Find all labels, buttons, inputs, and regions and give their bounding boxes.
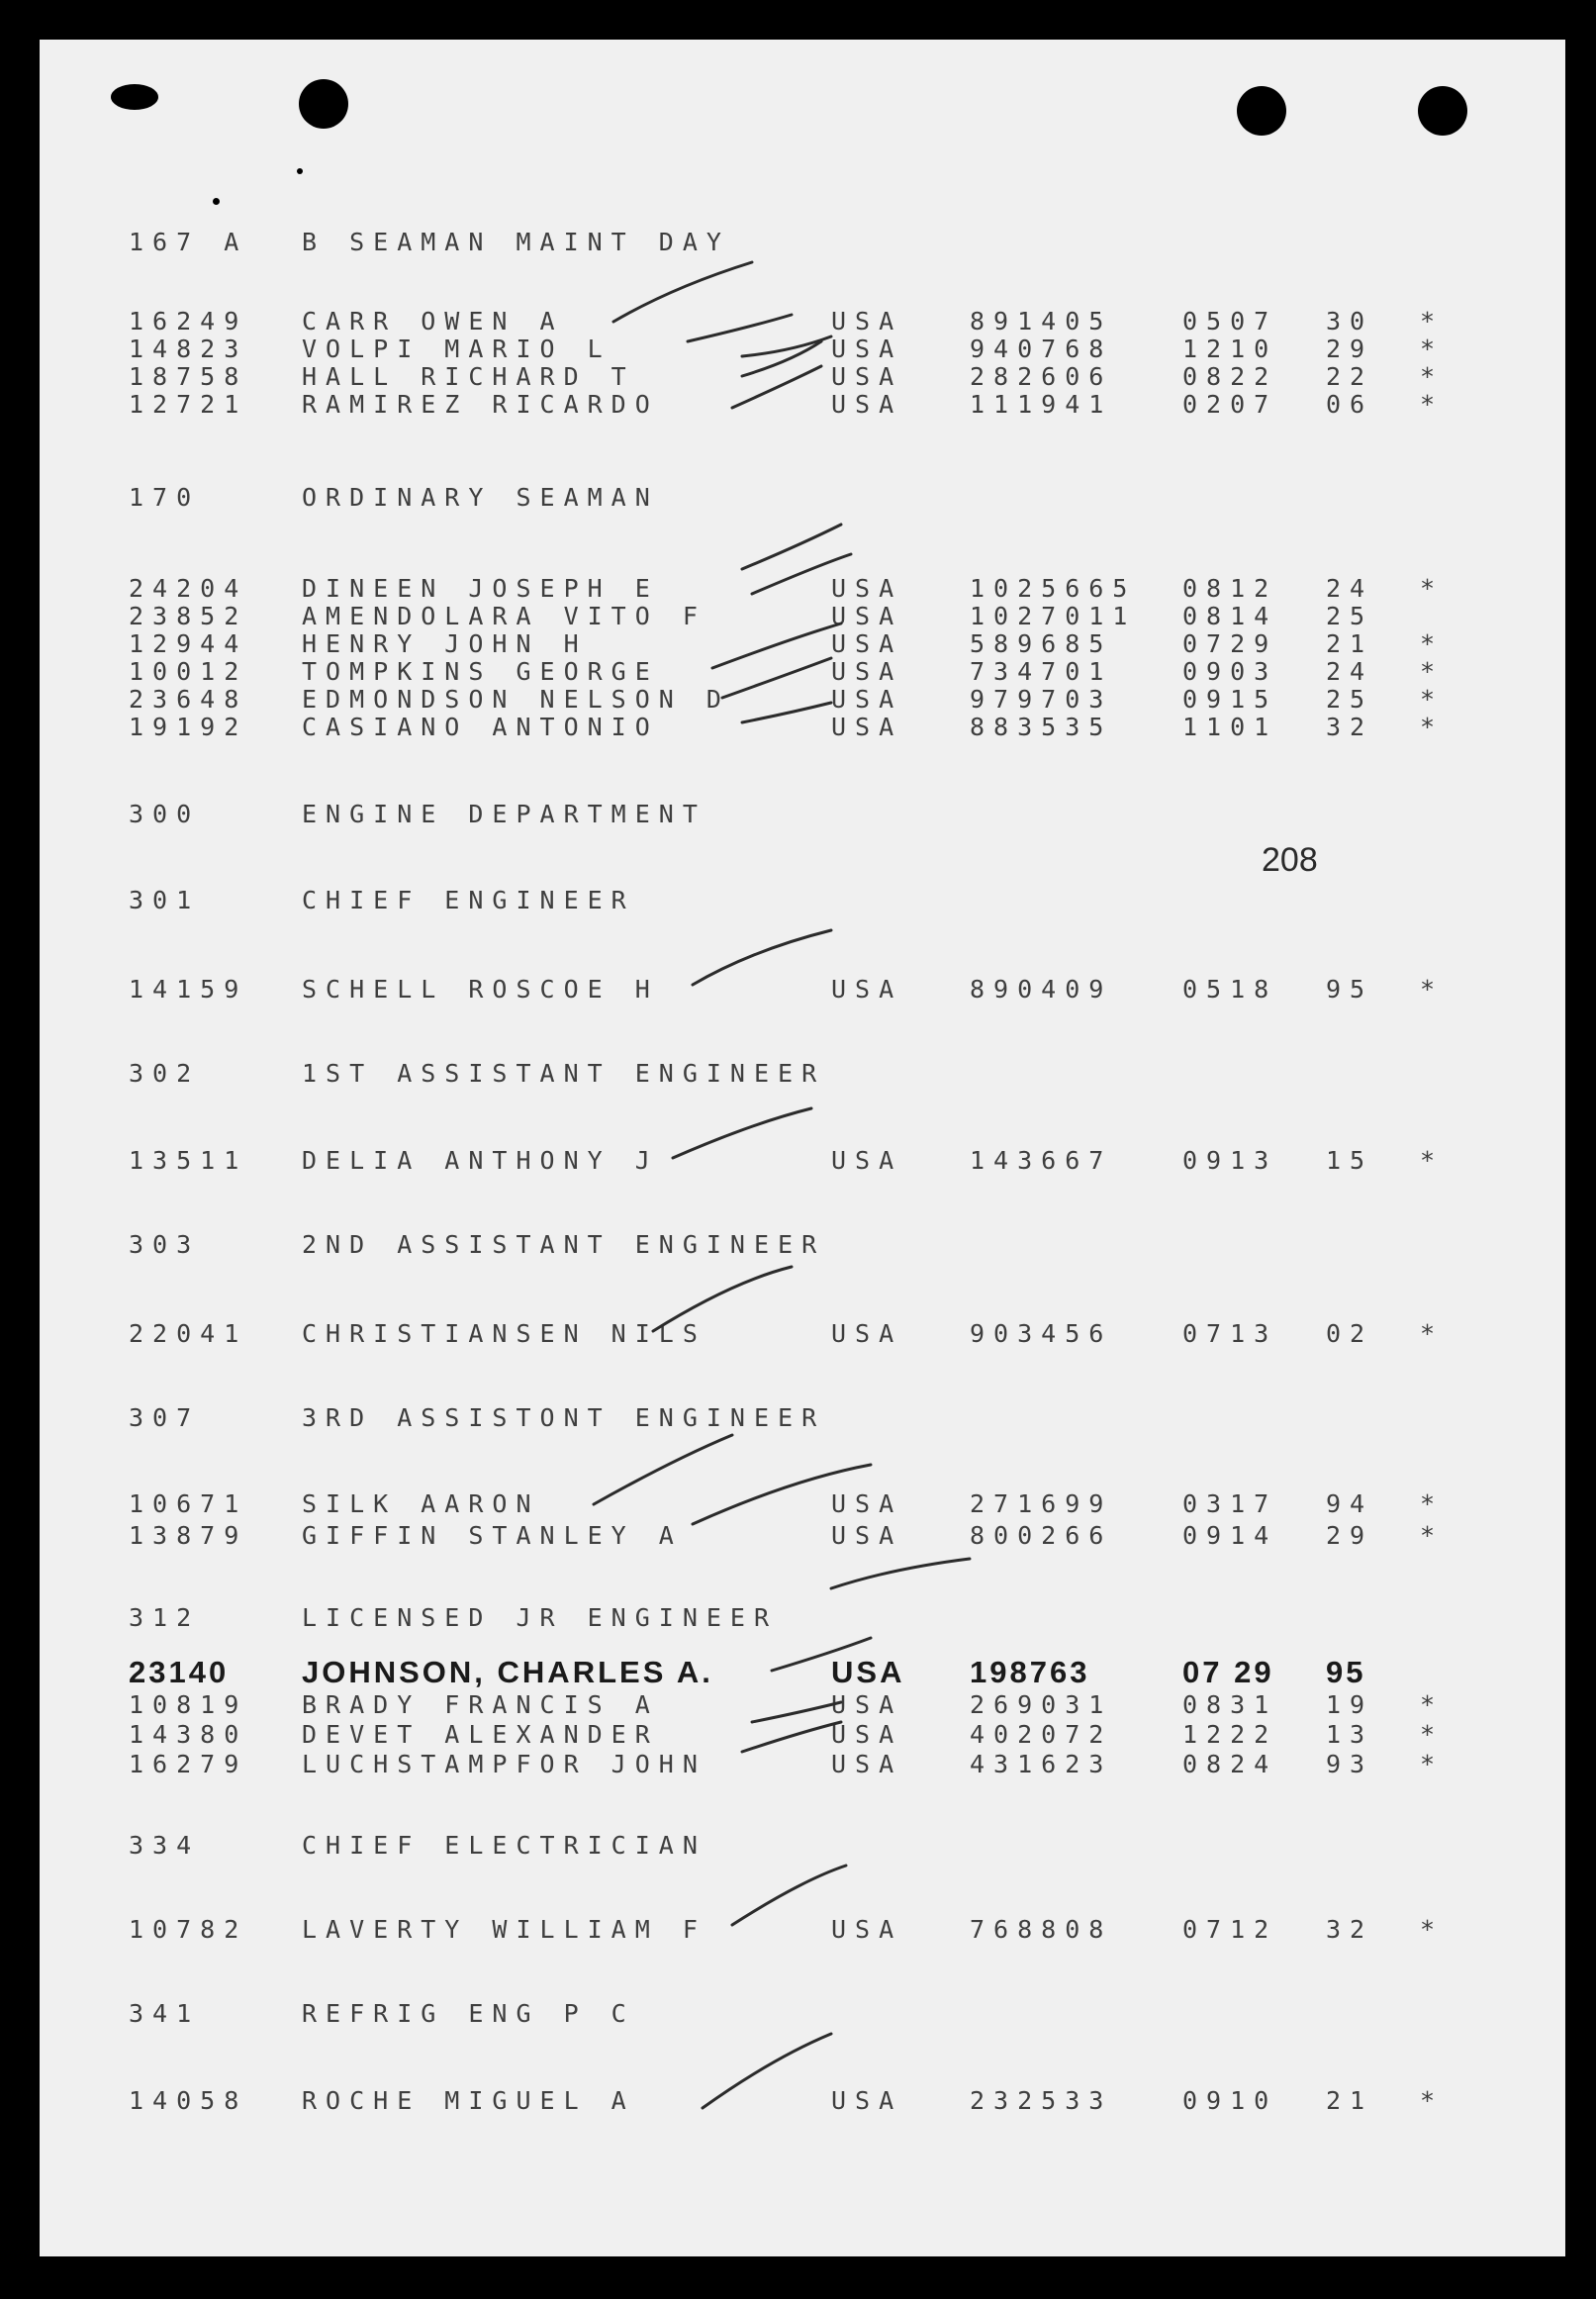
entry-id: 14823 [129,335,248,363]
entry-cit: USA [831,1655,905,1689]
entry-cit: USA [831,657,903,686]
entry-num: 1025665 [970,574,1137,603]
section-title: ENGINE DEPARTMENT [302,800,706,828]
entry-star: * [1420,1690,1445,1719]
entry-date: 0822 [1182,362,1278,391]
entry-star: * [1420,1319,1445,1348]
entry-yr: 29 [1326,335,1374,363]
check-mark [594,1435,732,1504]
entry-num: 143667 [970,1146,1113,1175]
entry-id: 23648 [129,685,248,714]
entry-id: 19192 [129,713,248,741]
entry-name: LAVERTY WILLIAM F [302,1915,706,1944]
entry-id: 10782 [129,1915,248,1944]
section-code: 170 [129,483,201,512]
entry-name: CHRISTIANSEN NILS [302,1319,706,1348]
entry-star: * [1420,1521,1445,1550]
entry-name: LUCHSTAMPFOR JOHN [302,1750,706,1778]
check-mark [693,930,831,985]
entry-id: 10012 [129,657,248,686]
entry-cit: USA [831,1521,903,1550]
entry-name: VOLPI MARIO L [302,335,611,363]
entry-name: EDMONDSON NELSON D [302,685,730,714]
entry-yr: 02 [1326,1319,1374,1348]
entry-date: 0910 [1182,2086,1278,2115]
entry-star: * [1420,1750,1445,1778]
entry-date: 0831 [1182,1690,1278,1719]
entry-cit: USA [831,1750,903,1778]
check-mark [772,1638,871,1671]
entry-name: AMENDOLARA VITO F [302,602,706,630]
entry-name: BRADY FRANCIS A [302,1690,659,1719]
entry-num: 890409 [970,975,1113,1004]
check-mark [703,2034,831,2108]
entry-num: 431623 [970,1750,1113,1778]
entry-num: 891405 [970,307,1113,335]
entry-id: 16279 [129,1750,248,1778]
entry-id: 10671 [129,1489,248,1518]
entry-num: 734701 [970,657,1113,686]
entry-cit: USA [831,1146,903,1175]
entry-date: 0824 [1182,1750,1278,1778]
entry-date: 0712 [1182,1915,1278,1944]
entry-star: * [1420,685,1445,714]
entry-id: 14058 [129,2086,248,2115]
entry-date: 0913 [1182,1146,1278,1175]
page-number: 208 [1262,841,1318,879]
entry-date: 0518 [1182,975,1278,1004]
entry-id: 23140 [129,1655,230,1689]
section-title: ORDINARY SEAMAN [302,483,659,512]
check-mark [722,658,831,698]
entry-name: DELIA ANTHONY J [302,1146,659,1175]
entry-name: GIFFIN STANLEY A [302,1521,683,1550]
check-mark [693,1465,871,1524]
entry-num: 232533 [970,2086,1113,2115]
entry-num: 800266 [970,1521,1113,1550]
entry-cit: USA [831,1319,903,1348]
entry-cit: USA [831,629,903,658]
check-mark [742,1722,841,1752]
entry-name: DINEEN JOSEPH E [302,574,659,603]
entry-cit: USA [831,1915,903,1944]
entry-yr: 24 [1326,574,1374,603]
entry-id: 18758 [129,362,248,391]
entry-yr: 25 [1326,602,1374,630]
entry-cit: USA [831,713,903,741]
entry-name: SILK AARON [302,1489,540,1518]
entry-date: 0507 [1182,307,1278,335]
check-mark [732,1866,846,1925]
entry-star: * [1420,335,1445,363]
entry-yr: 95 [1326,975,1374,1004]
section-code: 167 A [129,228,248,256]
entry-num: 940768 [970,335,1113,363]
entry-num: 111941 [970,390,1113,419]
entry-star: * [1420,657,1445,686]
entry-star: * [1420,2086,1445,2115]
entry-yr: 13 [1326,1720,1374,1749]
entry-num: 589685 [970,629,1113,658]
check-mark [752,1702,841,1722]
section-title: CHIEF ENGINEER [302,886,635,914]
entry-id: 13879 [129,1521,248,1550]
entry-id: 22041 [129,1319,248,1348]
entry-num: 883535 [970,713,1113,741]
check-mark [732,366,821,408]
entry-star: * [1420,390,1445,419]
check-mark [742,336,831,356]
entry-id: 16249 [129,307,248,335]
section-code: 307 [129,1403,201,1432]
entry-num: 979703 [970,685,1113,714]
entry-id: 14159 [129,975,248,1004]
entry-yr: 19 [1326,1690,1374,1719]
entry-yr: 22 [1326,362,1374,391]
entry-id: 14380 [129,1720,248,1749]
section-title: REFRIG ENG P C [302,1999,635,2028]
entry-num: 269031 [970,1690,1113,1719]
section-title: CHIEF ELECTRICIAN [302,1831,706,1860]
entry-num: 903456 [970,1319,1113,1348]
entry-yr: 24 [1326,657,1374,686]
entry-date: 1210 [1182,335,1278,363]
check-mark [688,315,792,341]
entry-num: 282606 [970,362,1113,391]
entry-yr: 15 [1326,1146,1374,1175]
entry-cit: USA [831,362,903,391]
entry-star: * [1420,574,1445,603]
entry-date: 0903 [1182,657,1278,686]
entry-star: * [1420,1915,1445,1944]
entry-date: 0812 [1182,574,1278,603]
entry-star: * [1420,362,1445,391]
entry-yr: 32 [1326,713,1374,741]
entry-yr: 93 [1326,1750,1374,1778]
section-title: 2ND ASSISTANT ENGINEER [302,1230,826,1259]
entry-star: * [1420,713,1445,741]
section-code: 312 [129,1603,201,1632]
entry-cit: USA [831,975,903,1004]
entry-num: 1027011 [970,602,1137,630]
check-mark [653,1267,792,1331]
entry-date: 0713 [1182,1319,1278,1348]
section-code: 300 [129,800,201,828]
check-mark [742,703,831,722]
section-title: 1ST ASSISTANT ENGINEER [302,1059,826,1088]
entry-yr: 30 [1326,307,1374,335]
entry-cit: USA [831,685,903,714]
section-code: 302 [129,1059,201,1088]
entry-yr: 94 [1326,1489,1374,1518]
entry-date: 0914 [1182,1521,1278,1550]
entry-id: 12944 [129,629,248,658]
entry-name: CASIANO ANTONIO [302,713,659,741]
entry-yr: 06 [1326,390,1374,419]
entry-num: 271699 [970,1489,1113,1518]
entry-date: 1222 [1182,1720,1278,1749]
entry-name: TOMPKINS GEORGE [302,657,659,686]
pencil-check-marks [40,40,1565,2256]
entry-id: 13511 [129,1146,248,1175]
entry-num: 768808 [970,1915,1113,1944]
section-title: LICENSED JR ENGINEER [302,1603,779,1632]
entry-star: * [1420,307,1445,335]
entry-date: 0814 [1182,602,1278,630]
document-page [40,40,1565,2256]
entry-num: 198763 [970,1655,1090,1689]
section-code: 334 [129,1831,201,1860]
entry-yr: 21 [1326,629,1374,658]
entry-id: 24204 [129,574,248,603]
entry-star: * [1420,975,1445,1004]
entry-id: 23852 [129,602,248,630]
entry-star: * [1420,1489,1445,1518]
section-title: 3RD ASSISTONT ENGINEER [302,1403,826,1432]
entry-yr: 32 [1326,1915,1374,1944]
entry-cit: USA [831,574,903,603]
entry-name: CARR OWEN A [302,307,564,335]
entry-cit: USA [831,1720,903,1749]
entry-cit: USA [831,307,903,335]
entry-star: * [1420,1146,1445,1175]
entry-yr: 95 [1326,1655,1366,1689]
check-mark [831,1559,970,1588]
entry-date: 0915 [1182,685,1278,714]
entry-name: HALL RICHARD T [302,362,635,391]
section-code: 301 [129,886,201,914]
entry-cit: USA [831,2086,903,2115]
section-code: 303 [129,1230,201,1259]
entry-star: * [1420,629,1445,658]
entry-name: ROCHE MIGUEL A [302,2086,635,2115]
entry-date: 0317 [1182,1489,1278,1518]
section-code: 341 [129,1999,201,2028]
entry-date: 0207 [1182,390,1278,419]
entry-name: HENRY JOHN H [302,629,588,658]
entry-cit: USA [831,1690,903,1719]
entry-cit: USA [831,390,903,419]
entry-id: 10819 [129,1690,248,1719]
entry-name: SCHELL ROSCOE H [302,975,659,1004]
entry-name: RAMIREZ RICARDO [302,390,659,419]
entry-star: * [1420,1720,1445,1749]
entry-cit: USA [831,602,903,630]
check-mark [673,1108,811,1158]
entry-yr: 25 [1326,685,1374,714]
entry-date: 1101 [1182,713,1278,741]
entry-num: 402072 [970,1720,1113,1749]
section-title: B SEAMAN MAINT DAY [302,228,730,256]
entry-name: JOHNSON, CHARLES A. [302,1655,713,1689]
entry-name: DEVET ALEXANDER [302,1720,659,1749]
entry-yr: 21 [1326,2086,1374,2115]
entry-yr: 29 [1326,1521,1374,1550]
entry-date: 07 29 [1182,1655,1274,1689]
entry-cit: USA [831,335,903,363]
entry-id: 12721 [129,390,248,419]
entry-cit: USA [831,1489,903,1518]
entry-date: 0729 [1182,629,1278,658]
check-mark [613,262,752,322]
